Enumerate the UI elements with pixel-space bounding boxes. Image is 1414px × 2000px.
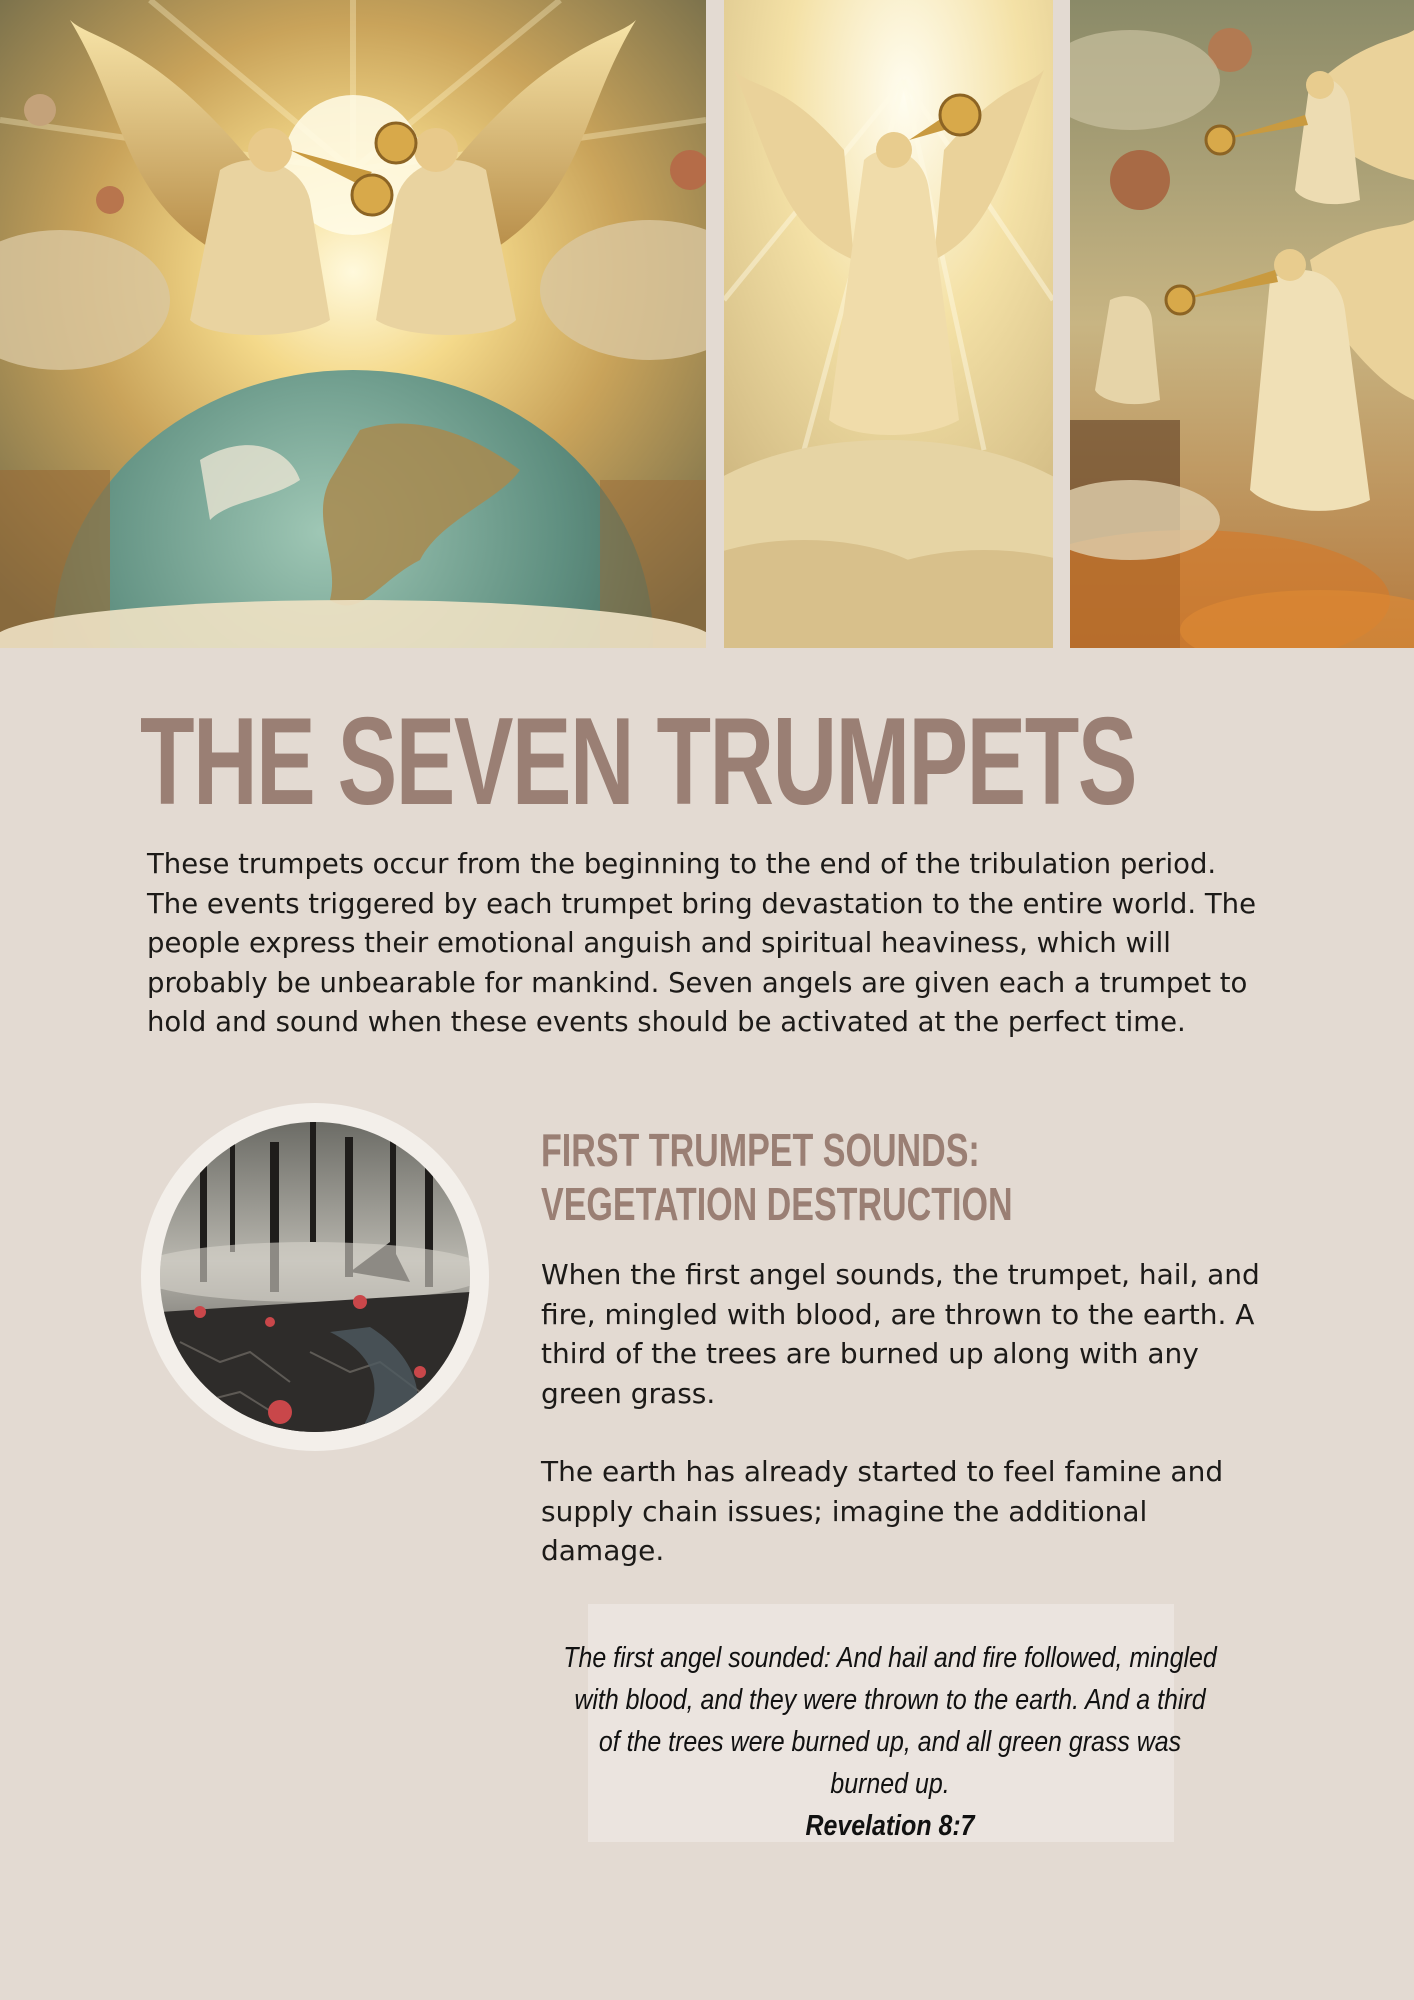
intro-paragraph: These trumpets occur from the beginning to the end of the tribulation period. The events triggered by each trumpet bring devastation to the entire world. The people express their emotional anguish and spiritual heaviness, which will probably be unbearable for mankind. Seven angels are given each a trumpet to hold and sound when these events should be activated at the perfect time. xyxy=(147,848,1257,1038)
hero-image-two-angels xyxy=(0,0,706,648)
hero-image-angels-fire xyxy=(1070,0,1414,648)
scripture-reference: Revelation 8:7 xyxy=(805,1810,975,1842)
section-image-medallion xyxy=(141,1103,489,1451)
section-paragraph-2: The earth has already started to feel famine and supply chain issues; imagine the additional damage. xyxy=(541,1455,1224,1567)
hero-image-strip xyxy=(0,0,1414,648)
scripture-quote-text: The first angel sounded: And hail and fire followed, mingled with blood, and they were thrown to the earth. And a third of the trees were burned up, and all green grass was burned up. xyxy=(563,1642,1217,1800)
section-title: FIRST TRUMPET SOUNDS: VEGETATION DESTRUCTION xyxy=(541,1124,1013,1230)
scripture-quote xyxy=(510,1637,1270,1847)
section-paragraph-1: When the first angel sounds, the trumpet, hail, and fire, mingled with blood, are thrown to the earth. A third of the trees are burned up along with any green grass. xyxy=(541,1258,1260,1410)
burned-forest-image xyxy=(160,1122,470,1432)
hero-image-angel-rays xyxy=(724,0,1053,648)
page-title: THE SEVEN TRUMPETS xyxy=(140,693,1136,831)
